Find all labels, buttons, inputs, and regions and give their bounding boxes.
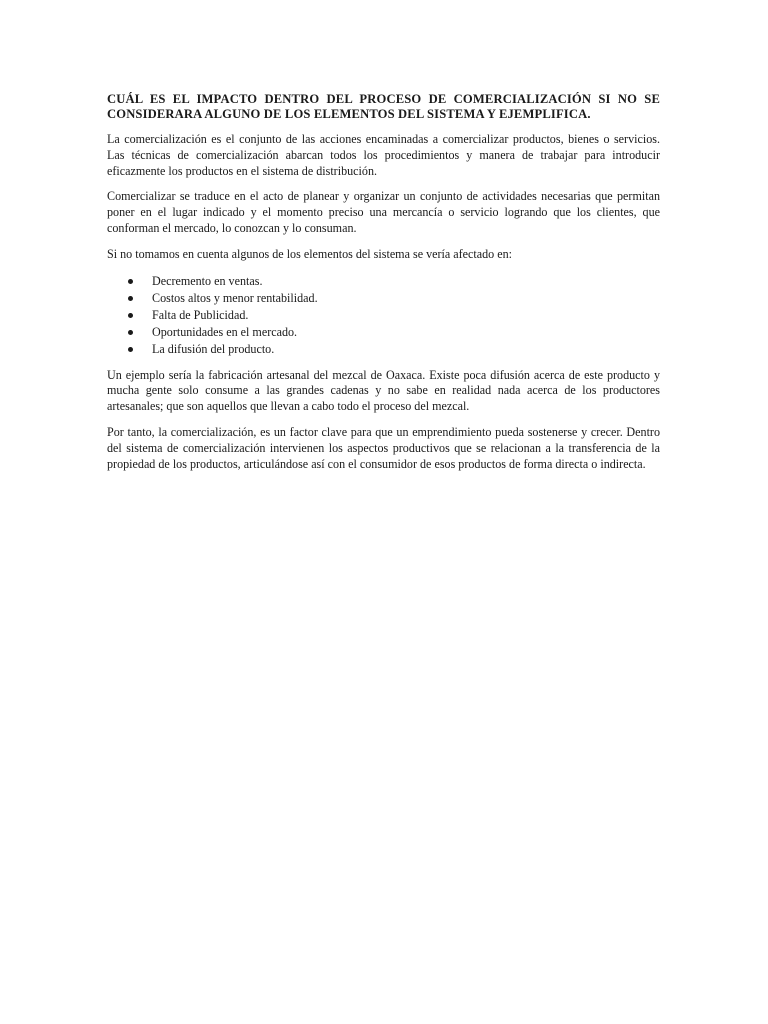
list-item-text: Costos altos y menor rentabilidad.	[152, 290, 318, 305]
list-item-text: Decremento en ventas.	[152, 273, 263, 288]
bullet-icon	[128, 279, 133, 284]
paragraph-definition: La comercialización es el conjunto de las acciones encaminadas a comercializar productos, bienes o servicios. Las técnicas de comercialización abarcan todos los procedimientos y manera de trabajar para introducir eficazmente los productos en el sistema de distribución.	[107, 132, 660, 178]
paragraph-conclusion: Por tanto, la comercialización, es un factor clave para que un emprendimiento pueda sostenerse y crecer. Dentro del sistema de comercialización intervienen los aspectos productivos que se relacionan a la transferencia de la propiedad de los productos, articulándose así con el consumidor de esos productos de forma directa o indirecta.	[107, 424, 660, 471]
list-item	[107, 307, 660, 324]
list-item	[107, 324, 660, 341]
bullet-icon	[128, 330, 133, 335]
document-page	[107, 92, 660, 482]
list-item	[107, 273, 660, 290]
bullet-icon	[128, 296, 133, 301]
bullet-icon	[128, 313, 133, 318]
paragraph-commercialize: Comercializar se traduce en el acto de planear y organizar un conjunto de actividades necesarias que permitan poner en el lugar indicado y el momento preciso una mercancía o servicio logrando que los clientes, que conforman el mercado, lo conozcan y lo consuman.	[107, 189, 660, 235]
paragraph-example: Un ejemplo sería la fabricación artesanal del mezcal de Oaxaca. Existe poca difusión acerca de este producto y mucha gente solo consume a las grandes cadenas y no sabe en realidad nada acerca de los productores artesanales; que son aquellos que llevan a cabo todo el proceso del mezcal.	[107, 367, 660, 414]
bullet-icon	[128, 347, 133, 352]
effects-list	[107, 273, 660, 358]
list-item-text: La difusión del producto.	[152, 341, 275, 356]
list-item-text: Falta de Publicidad.	[152, 307, 249, 322]
list-item	[107, 341, 660, 358]
document-title: CUÁL ES EL IMPACTO DENTRO DEL PROCESO DE COMERCIALIZACIÓN SI NO SE CONSIDERARA ALGUNO DE LOS ELEMENTOS DEL SISTEMA Y EJEMPLIFICA.	[107, 92, 660, 121]
list-item	[107, 290, 660, 307]
list-item-text: Oportunidades en el mercado.	[152, 324, 298, 339]
paragraph-intro-list: Si no tomamos en cuenta algunos de los elementos del sistema se vería afectado en:	[107, 246, 513, 261]
